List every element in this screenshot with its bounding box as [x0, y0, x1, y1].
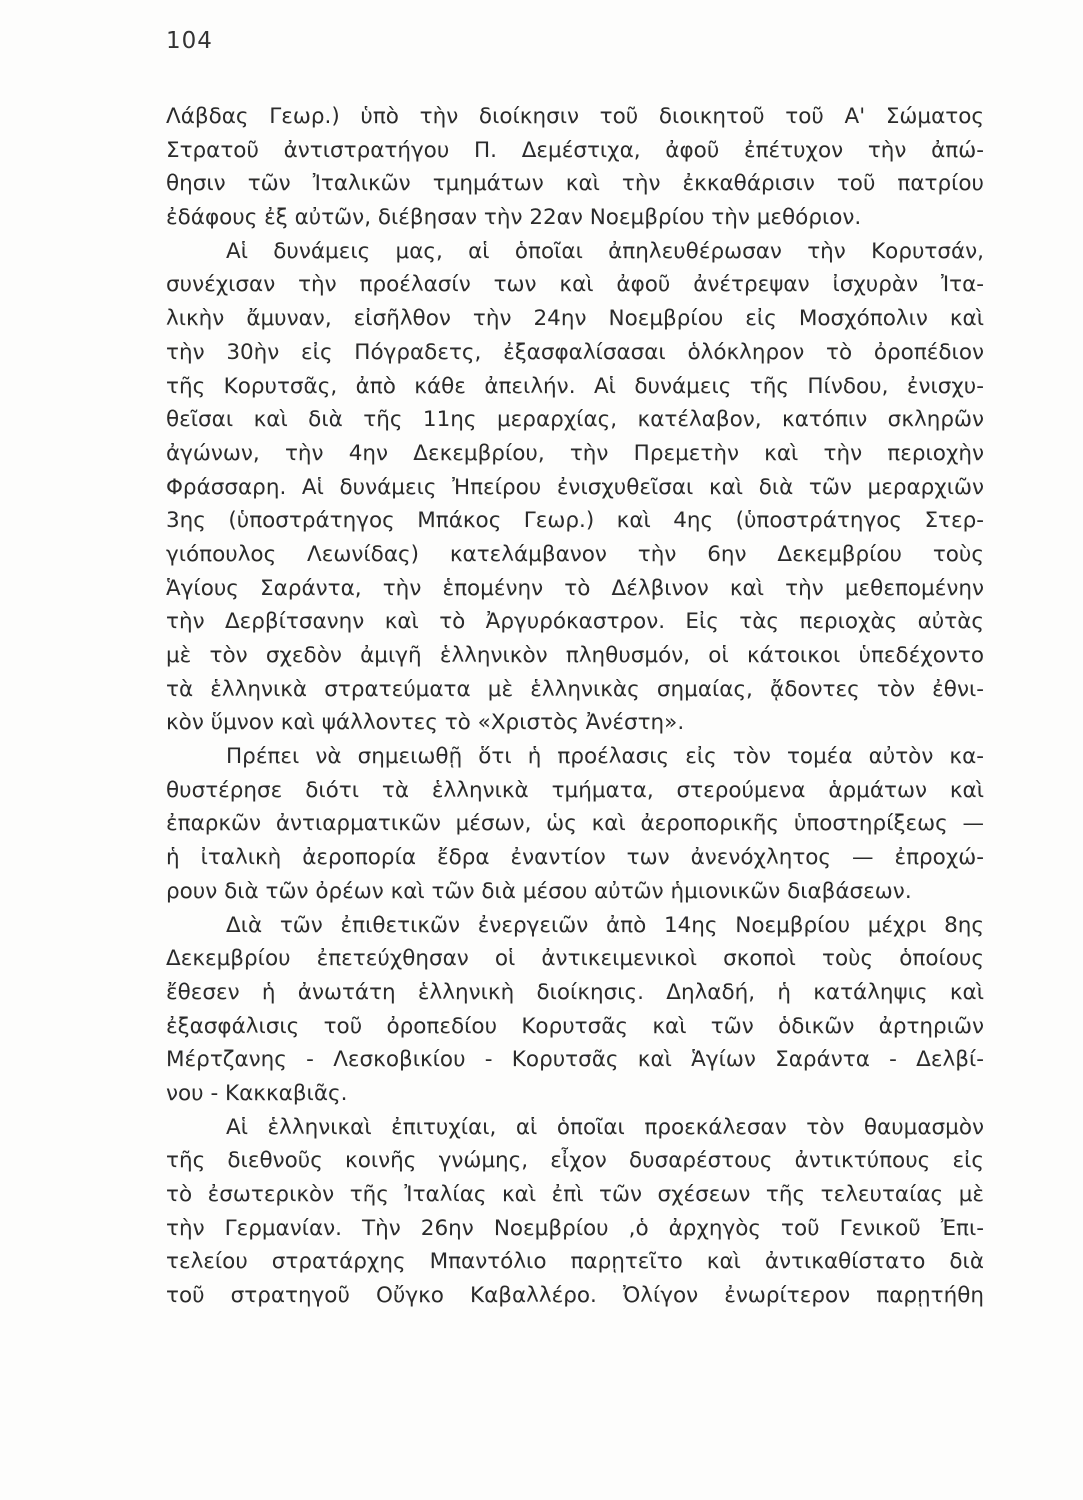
text-line: Διὰ τῶν ἐπιθετικῶν ἐνεργειῶν ἀπὸ 14ης Νοεμβρίου μέχρι 8ης [226, 912, 984, 938]
text-line: ἔθεσεν ἡ ἀνωτάτη ἑλληνικὴ διοίκησις. Δηλαδή, ἡ κατάληψις καὶ [166, 979, 984, 1005]
text-line: θεῖσαι καὶ διὰ τῆς 11ης μεραρχίας, κατέλαβον, κατόπιν σκληρῶν [166, 407, 984, 433]
text-line: τοῦ στρατηγοῦ Οὔγκο Καβαλλέρο. Ὀλίγον ἐνωρίτερον παρῃτήθη [166, 1283, 984, 1309]
text-line: Στρατοῦ ἀντιστρατήγου Π. Δεμέστιχα, ἀφοῦ ἐπέτυχον τὴν ἀπώ- [166, 137, 984, 163]
text-line: Λάβδας Γεωρ.) ὑπὸ τὴν διοίκησιν τοῦ διοικητοῦ τοῦ Α' Σώματος [166, 104, 984, 129]
text-line: Πρέπει νὰ σημειωθῇ ὅτι ἡ προέλασις εἰς τὸν τομέα αὐτὸν κα- [226, 744, 984, 770]
text-line: ἡ ἰταλικὴ ἀεροπορία ἔδρα ἐναντίον των ἀνενόχλητος — ἐπροχώ- [166, 845, 984, 871]
text-line: τελείου στρατάρχης Μπαντόλιο παρῃτεῖτο καὶ ἀντικαθίστατο διὰ [166, 1249, 984, 1275]
text-line: τὴν Γερμανίαν. Τὴν 26ην Νοεμβρίου ,ὁ ἀρχηγὸς τοῦ Γενικοῦ Ἐπι- [166, 1215, 984, 1241]
text-line: ἐπαρκῶν ἀντιαρματικῶν μέσων, ὡς καὶ ἀεροπορικῆς ὑποστηρίξεως — [166, 811, 984, 837]
body-text [166, 100, 984, 1313]
text-line: τὰ ἑλληνικὰ στρατεύματα μὲ ἑλληνικὰς σημαίας, ᾄδοντες τὸν ἐθνι- [166, 676, 984, 702]
text-line: Αἱ δυνάμεις μας, αἱ ὁποῖαι ἀπηλευθέρωσαν τὴν Κορυτσάν, [226, 238, 984, 264]
text-line: θυστέρησε διότι τὰ ἑλληνικὰ τμήματα, στερούμενα ἁρμάτων καὶ [166, 777, 984, 803]
text-line: λικὴν ἄμυναν, εἰσῆλθον τὴν 24ην Νοεμβρίου εἰς Μοσχόπολιν καὶ [166, 306, 984, 332]
text-line: ἐδάφους ἐξ αὐτῶν, διέβησαν τὴν 22αν Νοεμβρίου τὴν μεθόριον. [166, 205, 862, 231]
text-line: Δεκεμβρίου ἐπετεύχθησαν οἱ ἀντικειμενικοὶ σκοποὶ τοὺς ὁποίους [166, 946, 984, 972]
text-line: ἐξασφάλισις τοῦ ὀροπεδίου Κορυτσᾶς καὶ τῶν ὁδικῶν ἀρτηριῶν [166, 1013, 984, 1039]
text-line: Ἁγίους Σαράντα, τὴν ἑπομένην τὸ Δέλβινον καὶ τὴν μεθεπομένην [166, 575, 984, 601]
text-line: Φράσσαρη. Αἱ δυνάμεις Ἠπείρου ἐνισχυθεῖσαι καὶ διὰ τῶν μεραρχιῶν [166, 474, 984, 500]
text-line: νου - Κακκαβιᾶς. [166, 1080, 348, 1106]
text-line: τὸ ἐσωτερικὸν τῆς Ἰταλίας καὶ ἐπὶ τῶν σχέσεων τῆς τελευταίας μὲ [166, 1182, 984, 1207]
text-line: τῆς Κορυτσᾶς, ἀπὸ κάθε ἀπειλήν. Αἱ δυνάμεις τῆς Πίνδου, ἐνισχυ- [166, 373, 984, 399]
text-line: μὲ τὸν σχεδὸν ἀμιγῆ ἑλληνικὸν πληθυσμόν, οἱ κάτοικοι ὑπεδέχοντο [166, 643, 984, 668]
text-line: Μέρτζανης - Λεσκοβικίου - Κορυτσᾶς καὶ Ἁγίων Σαράντα - Δελβί- [166, 1047, 984, 1073]
text-line: γιόπουλος Λεωνίδας) κατελάμβανον τὴν 6ην Δεκεμβρίου τοὺς [166, 541, 984, 567]
text-line: τῆς διεθνοῦς κοινῆς γνώμης, εἶχον δυσαρέστους ἀντικτύπους εἰς [166, 1148, 984, 1174]
text-line: τὴν 30ὴν εἰς Πόγραδετς, ἐξασφαλίσασαι ὁλόκληρον τὸ ὀροπέδιον [166, 339, 984, 365]
text-line: συνέχισαν τὴν προέλασίν των καὶ ἀφοῦ ἀνέτρεψαν ἰσχυρὰν Ἰτα- [166, 272, 984, 298]
text-line: 3ης (ὑποστράτηγος Μπάκος Γεωρ.) καὶ 4ης (ὑποστράτηγος Στερ- [166, 508, 984, 534]
text-line: ρουν διὰ τῶν ὀρέων καὶ τῶν διὰ μέσου αὐτῶν ἡμιονικῶν διαβάσεων. [166, 878, 912, 904]
text-line: τὴν Δερβίτσανην καὶ τὸ Ἀργυρόκαστρον. Εἰς τὰς περιοχὰς αὐτὰς [166, 609, 984, 635]
text-line: ἀγώνων, τὴν 4ην Δεκεμβρίου, τὴν Πρεμετὴν καὶ τὴν περιοχὴν [166, 440, 984, 466]
page-number: 104 [166, 28, 213, 54]
text-line: θησιν τῶν Ἰταλικῶν τμημάτων καὶ τὴν ἐκκαθάρισιν τοῦ πατρίου [166, 171, 984, 197]
text-line: κὸν ὕμνον καὶ ψάλλοντες τὸ «Χριστὸς Ἀνέστη». [166, 710, 685, 736]
text-line: Αἱ ἑλληνικαὶ ἐπιτυχίαι, αἱ ὁποῖαι προεκάλεσαν τὸν θαυμασμὸν [226, 1114, 984, 1140]
